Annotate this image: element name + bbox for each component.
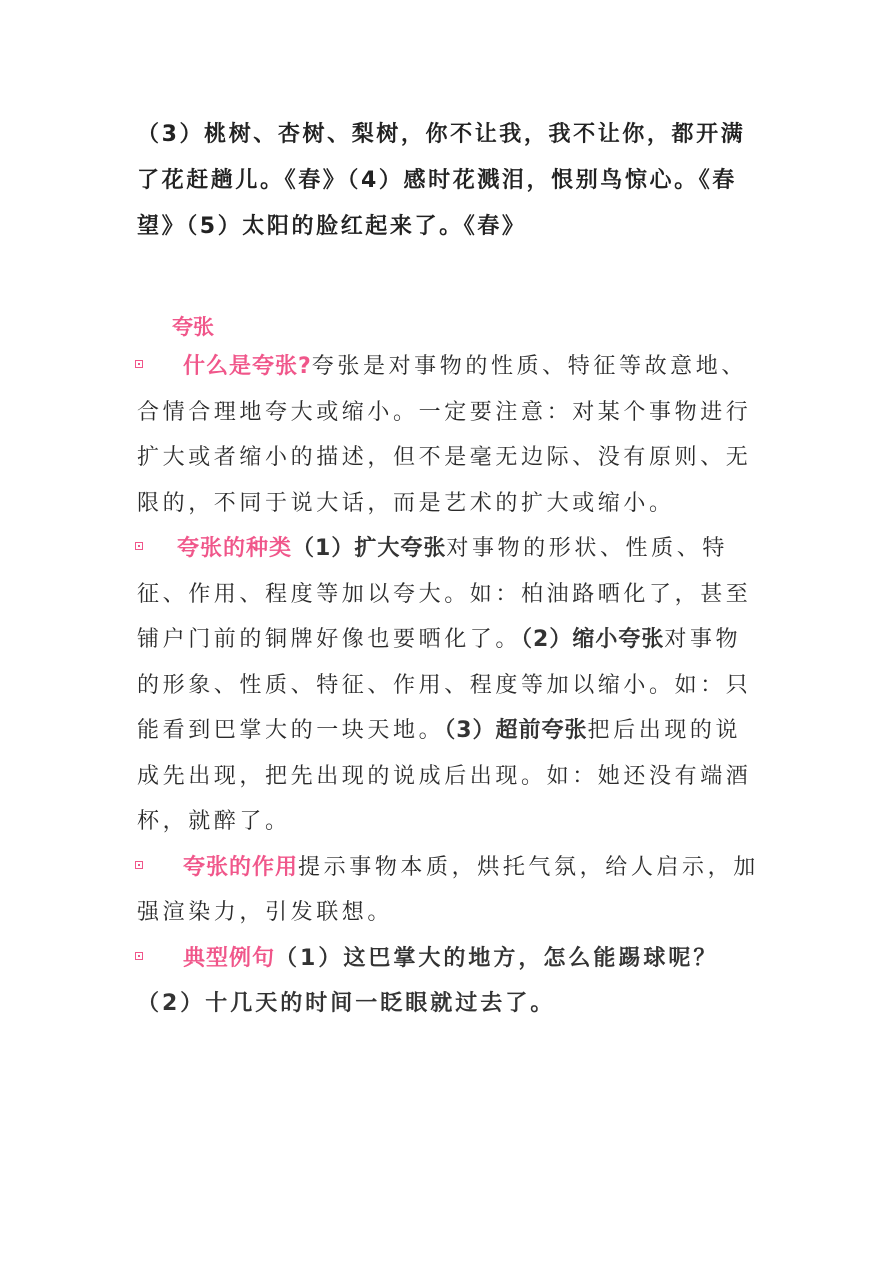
bullet-icon bbox=[135, 360, 143, 368]
kind-number-2: （2） bbox=[521, 627, 573, 652]
examples-text: （1）这巴掌大的地方，怎么能踢球呢？（2）十几天的时间一眨眼就过去了。 bbox=[137, 945, 719, 1016]
kind-number-3: （3） bbox=[444, 718, 496, 743]
kind-text-1: 对事物的形状、性质、特征、作用、程度等加以夸大。如：柏油路晒化了，甚至铺户门前的铜牌好像也要晒化了。 bbox=[137, 536, 752, 652]
effect-text: 提示事物本质，烘托气氛，给人启示，加强渲染力，引发联想。 bbox=[137, 854, 759, 925]
kind-text-2: 对事物的形象、性质、特征、作用、程度等加以缩小。如：只能看到巴掌大的一块天地。 bbox=[137, 627, 752, 743]
what-heading: 什么是夸张? bbox=[183, 354, 312, 379]
kind-number-1: （1） bbox=[292, 536, 355, 561]
effect-block bbox=[137, 845, 759, 936]
examples-heading: 典型例句 bbox=[183, 945, 276, 971]
kinds-block bbox=[137, 526, 759, 845]
effect-heading: 夸张的作用 bbox=[183, 854, 299, 880]
bullet-icon bbox=[135, 542, 143, 550]
content-body bbox=[137, 344, 759, 1027]
what-text: 夸张是对事物的性质、特征等故意地、合情合理地夸大或缩小。一定要注意：对某个事物进行扩大或者缩小的描述，但不是毫无边际、没有原则、无限的，不同于说大话，而是艺术的扩大或缩小。 bbox=[137, 354, 752, 516]
bullet-icon bbox=[135, 861, 143, 869]
kind-text-3: 把后出现的说成先出现，把先出现的说成后出现。如：她还没有端酒杯，就醉了。 bbox=[137, 718, 752, 834]
kind-title-2: 缩小夸张 bbox=[572, 627, 665, 652]
intro-paragraph: （3）桃树、杏树、梨树，你不让我，我不让你，都开满了花赶趟儿。《春》（4）感时花溅泪，恨别鸟惊心。《春望》（5）太阳的脸红起来了。《春》 bbox=[137, 122, 746, 239]
kind-title-3: 超前夸张 bbox=[495, 718, 588, 743]
examples-block bbox=[137, 936, 759, 1027]
bullet-icon bbox=[135, 952, 143, 960]
section-title: 夸张 bbox=[172, 315, 214, 339]
kind-title-1: 扩大夸张 bbox=[354, 536, 447, 561]
kinds-heading: 夸张的种类 bbox=[177, 536, 293, 561]
what-is-block bbox=[137, 344, 759, 526]
